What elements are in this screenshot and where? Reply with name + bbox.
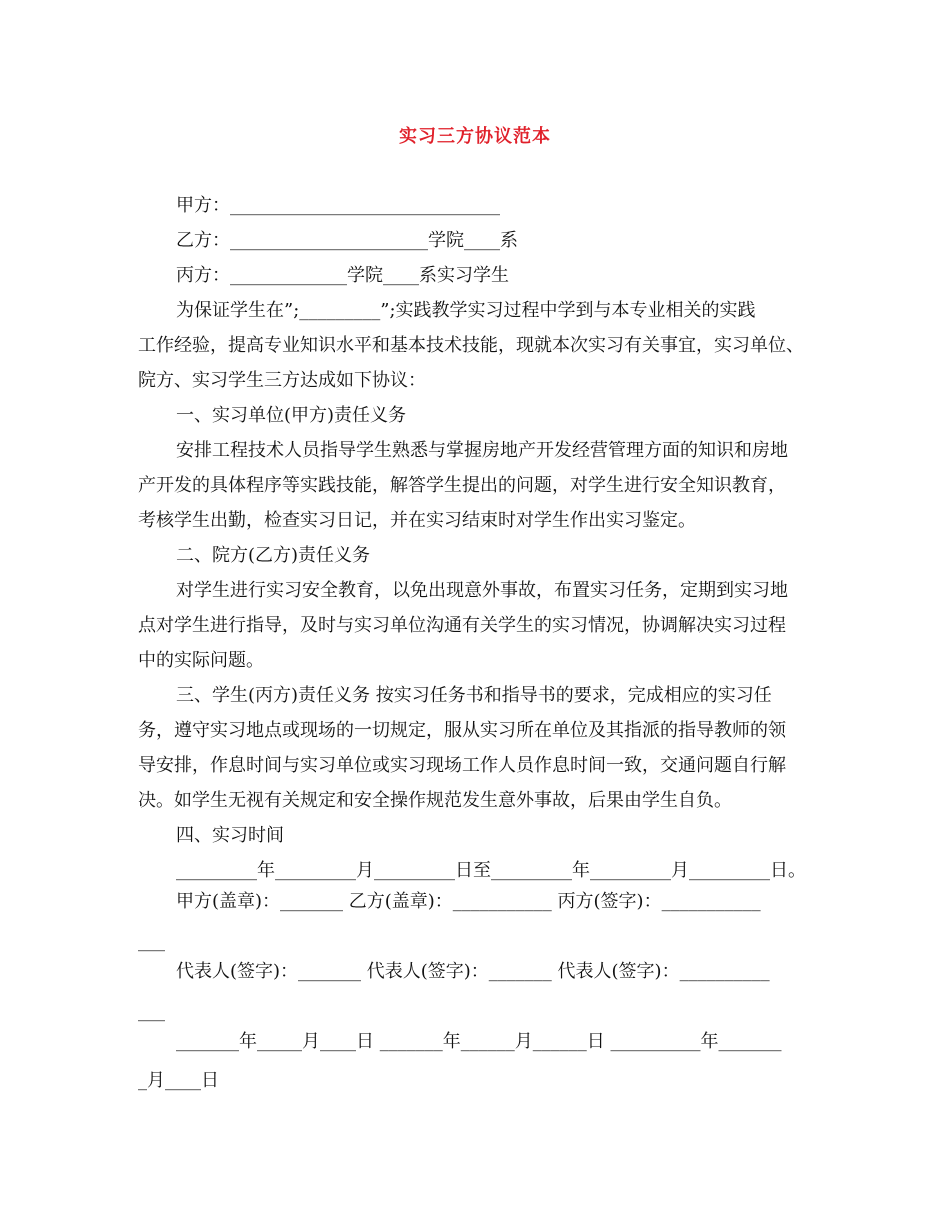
section-3-paragraph-line: 三、学生(丙方)责任义务 按实习任务书和指导书的要求，完成相应的实习任 bbox=[176, 685, 772, 706]
section-3-paragraph-line: 务，遵守实习地点或现场的一切规定，服从实习所在单位及其指派的指导教师的领 bbox=[138, 720, 786, 741]
signing-date-line: _______年_____月____日 _______年______月______日 __________年_______ bbox=[176, 1031, 782, 1052]
party-b-line: 乙方：______________________学院____系 bbox=[176, 230, 518, 251]
party-c-line: 丙方：_____________学院____系实习学生 bbox=[176, 265, 509, 286]
representative-signature-line: 代表人(签字)：_______ 代表人(签字)：_______ 代表人(签字)：__________ bbox=[176, 961, 770, 982]
document-title: 实习三方协议范本 bbox=[399, 126, 551, 147]
section-3-paragraph-line: 决。如学生无视有关规定和安全操作规范发生意外事故，后果由学生自负。 bbox=[138, 790, 732, 811]
intro-paragraph-line: 为保证学生在”;_________”;实践教学实习过程中学到与本专业相关的实践 bbox=[176, 300, 756, 321]
internship-period-line: _________年_________月_________日至_________年_________月_________日。 bbox=[176, 860, 806, 881]
intro-paragraph-line: 工作经验，提高专业知识水平和基本技术技能，现就本次实习有关事宜，实习单位、 bbox=[138, 335, 804, 356]
section-1-paragraph-line: 考核学生出勤，检查实习日记，并在实习结束时对学生作出实习鉴定。 bbox=[138, 510, 696, 531]
signing-date-line-continuation: _月____日 bbox=[138, 1070, 219, 1091]
section-heading-1: 一、实习单位(甲方)责任义务 bbox=[176, 405, 407, 426]
section-heading-4: 四、实习时间 bbox=[176, 825, 284, 846]
section-heading-2: 二、院方(乙方)责任义务 bbox=[176, 545, 371, 566]
representative-signature-line-continuation: ___ bbox=[138, 1001, 165, 1022]
seal-line: 甲方(盖章)：_______ 乙方(盖章)：___________ 丙方(签字)：___________ bbox=[176, 891, 761, 912]
section-2-paragraph-line: 点对学生进行指导，及时与实习单位沟通有关学生的实习情况，协调解决实习过程 bbox=[138, 615, 786, 636]
section-1-paragraph-line: 产开发的具体程序等实践技能，解答学生提出的问题，对学生进行安全知识教育， bbox=[138, 475, 786, 496]
party-a-line: 甲方：______________________________ bbox=[176, 195, 500, 216]
section-2-paragraph-line: 对学生进行实习安全教育，以免出现意外事故，布置实习任务，定期到实习地 bbox=[176, 580, 788, 601]
section-3-paragraph-line: 导安排，作息时间与实习单位或实习现场工作人员作息时间一致，交通问题自行解 bbox=[138, 755, 786, 776]
seal-line-continuation: ___ bbox=[138, 931, 165, 952]
section-1-paragraph-line: 安排工程技术人员指导学生熟悉与掌握房地产开发经营管理方面的知识和房地 bbox=[176, 440, 788, 461]
intro-paragraph-line: 院方、实习学生三方达成如下协议： bbox=[138, 370, 426, 391]
section-2-paragraph-line: 中的实际问题。 bbox=[138, 650, 264, 671]
